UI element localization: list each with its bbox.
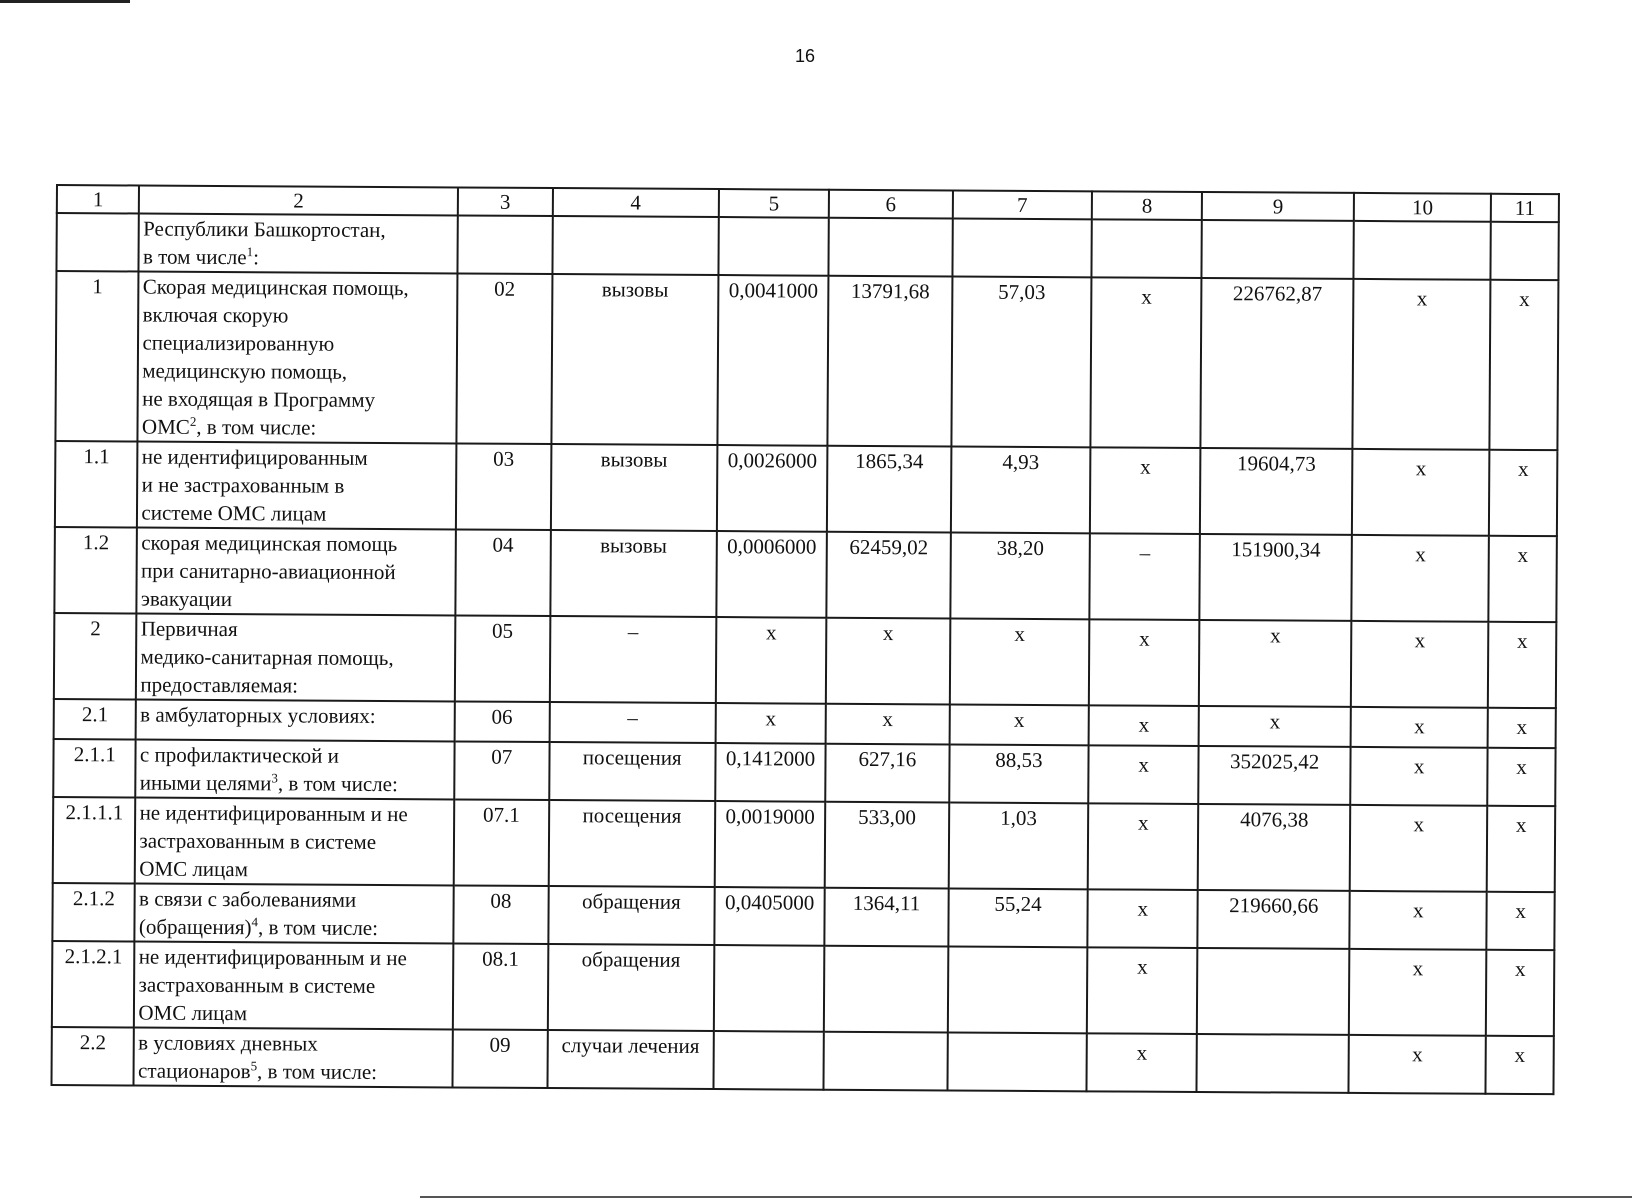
unit-cell: обращения: [548, 886, 714, 945]
col7-cell: 57,03: [951, 276, 1092, 447]
column-header: 5: [719, 189, 830, 218]
col5-cell: [713, 1031, 824, 1090]
table-row: [54, 527, 1556, 622]
col10-cell: x: [1350, 805, 1487, 892]
row-number-cell: 1: [55, 271, 138, 442]
row-name-cell: [136, 614, 455, 702]
row-name-cell: [136, 700, 455, 742]
unit-cell: посещения: [548, 800, 714, 887]
row-code-cell: [457, 215, 552, 274]
col8-cell: x: [1087, 947, 1197, 1034]
row-number-cell: 2.1.1.1: [53, 797, 136, 884]
unit-cell: обращения: [548, 944, 714, 1031]
unit-cell: вызовы: [551, 444, 717, 531]
table-row: [55, 271, 1558, 450]
table-row: [56, 213, 1558, 280]
row-name-text: не идентифицированным и не застрахованным в системе ОМС лицам: [141, 444, 368, 526]
row-name-cell: [137, 442, 456, 530]
row-number-cell: 2: [54, 613, 137, 700]
col7-cell: 38,20: [950, 532, 1090, 619]
col11-cell: x: [1487, 748, 1555, 806]
unit-cell: –: [549, 702, 715, 743]
col10-cell: x: [1351, 747, 1488, 806]
table-row: [52, 883, 1554, 950]
col9-cell: 352025,42: [1198, 746, 1351, 805]
col9-cell: [1201, 220, 1354, 279]
column-header: 11: [1491, 194, 1559, 222]
col5-cell: 0,0019000: [714, 801, 825, 888]
col5-cell: 0,0405000: [714, 887, 825, 946]
row-name-tail: , в том числе:: [196, 414, 317, 440]
unit-cell: –: [550, 616, 716, 703]
col11-cell: x: [1486, 950, 1554, 1036]
row-number-cell: 2.2: [51, 1027, 134, 1086]
row-code-cell: 08.1: [453, 943, 548, 1030]
col5-cell: [718, 217, 829, 276]
row-name-tail: , в том числе:: [257, 915, 379, 940]
row-name-tail: , в том числе:: [277, 771, 398, 797]
row-name-text: в амбулаторных условиях:: [140, 702, 376, 728]
table-row: [55, 441, 1557, 536]
unit-cell: вызовы: [550, 530, 716, 617]
col7-cell: [947, 946, 1087, 1033]
col11-cell: x: [1488, 622, 1556, 708]
table-row: [52, 941, 1554, 1036]
row-number-cell: [56, 213, 139, 272]
row-name-cell: [134, 1027, 453, 1087]
table-row: [53, 797, 1555, 892]
col5-cell: 0,0006000: [716, 531, 827, 618]
row-name-text: не идентифицированным и не застрахованным в системе ОМС лицам: [139, 800, 408, 882]
col6-cell: x: [826, 618, 950, 705]
footnote-mark: 2: [189, 413, 197, 429]
col7-cell: [947, 1032, 1087, 1091]
row-number-cell: 2.1: [54, 699, 137, 740]
row-code-cell: 06: [454, 701, 549, 742]
col9-cell: x: [1199, 620, 1352, 707]
scan-edge-mark: [0, 0, 130, 3]
col11-cell: x: [1487, 806, 1555, 892]
row-number-cell: 2.1.2.1: [52, 941, 135, 1028]
row-name-text: в связи с заболеваниями (обращения): [138, 886, 357, 940]
col6-cell: [829, 218, 953, 277]
col7-cell: 88,53: [949, 744, 1089, 803]
unit-cell: вызовы: [551, 274, 718, 445]
col8-cell: x: [1089, 705, 1199, 746]
col11-cell: [1491, 222, 1559, 280]
row-code-cell: 05: [455, 615, 550, 702]
row-code-cell: 04: [455, 529, 550, 616]
col8-cell: x: [1087, 1033, 1197, 1092]
table-row: [51, 1027, 1553, 1094]
row-name-text: Республики Башкортостан, в том числе: [142, 216, 386, 270]
col9-cell: 151900,34: [1199, 534, 1352, 621]
col7-cell: 4,93: [950, 446, 1090, 533]
col11-cell: x: [1486, 892, 1554, 950]
col8-cell: x: [1090, 447, 1200, 534]
col10-cell: [1354, 221, 1491, 280]
table-body: [51, 213, 1558, 1094]
row-number-cell: 1.1: [55, 441, 138, 528]
row-code-cell: 03: [456, 443, 551, 530]
col11-cell: x: [1489, 450, 1557, 536]
row-name-cell: [135, 797, 454, 885]
col9-cell: [1196, 1034, 1349, 1093]
col9-cell: 19604,73: [1200, 448, 1353, 535]
col8-cell: x: [1089, 745, 1199, 804]
row-name-cell: [136, 739, 455, 799]
page-number: 16: [794, 46, 816, 66]
column-header: 8: [1092, 191, 1202, 220]
col10-cell: x: [1349, 949, 1486, 1036]
footnote-mark: 5: [250, 1058, 258, 1074]
col6-cell: 13791,68: [828, 276, 952, 447]
column-header: 2: [139, 186, 458, 216]
col8-cell: [1092, 219, 1202, 278]
col10-cell: x: [1352, 535, 1489, 622]
col11-cell: x: [1488, 536, 1556, 622]
row-name-tail: , в том числе:: [256, 1059, 378, 1084]
col6-cell: 1865,34: [827, 446, 951, 533]
row-code-cell: 02: [456, 273, 552, 444]
table-container: [50, 184, 1559, 1095]
col7-cell: 1,03: [948, 802, 1088, 889]
col6-cell: x: [826, 704, 949, 745]
col5-cell: 0,1412000: [715, 743, 826, 802]
column-header: 9: [1202, 192, 1355, 221]
row-name-text: скорая медицинская помощь при санитарно-авиационной эвакуации: [140, 530, 398, 612]
col8-cell: x: [1089, 619, 1199, 706]
col9-cell: 4076,38: [1198, 804, 1351, 891]
row-name-text: не идентифицированным и не застрахованным в системе ОМС лицам: [138, 944, 407, 1026]
row-code-cell: 08: [453, 885, 548, 944]
col7-cell: [952, 218, 1092, 277]
col8-cell: x: [1088, 889, 1198, 948]
col6-cell: [824, 1032, 948, 1091]
col5-cell: x: [716, 617, 827, 704]
data-table: [50, 184, 1559, 1095]
col5-cell: 0,0041000: [717, 275, 829, 446]
table-row: [53, 739, 1555, 806]
row-code-cell: 07: [454, 741, 549, 800]
col10-cell: x: [1351, 621, 1488, 708]
column-header: 1: [57, 185, 140, 214]
col8-cell: x: [1091, 277, 1202, 448]
row-code-cell: 07.1: [454, 799, 549, 886]
table-row: [54, 613, 1556, 708]
col8-cell: –: [1090, 533, 1200, 620]
unit-cell: [552, 216, 718, 275]
col11-cell: x: [1488, 708, 1556, 748]
col10-cell: x: [1349, 1035, 1486, 1094]
column-header: 10: [1354, 193, 1491, 222]
footnote-mark: 3: [271, 770, 278, 786]
col5-cell: 0,0026000: [717, 445, 828, 532]
col6-cell: 62459,02: [827, 532, 951, 619]
col10-cell: x: [1351, 707, 1488, 748]
row-name-text: в условиях дневных стационаров: [137, 1030, 318, 1084]
column-header: 3: [458, 187, 553, 216]
row-name-text: Первичная медико-санитарная помощь, предоставляемая:: [140, 616, 394, 698]
col10-cell: x: [1353, 279, 1491, 450]
col5-cell: x: [715, 703, 826, 744]
row-code-cell: 09: [452, 1029, 547, 1088]
col6-cell: 627,16: [826, 744, 950, 803]
column-header: 6: [829, 190, 952, 219]
col10-cell: x: [1350, 891, 1487, 950]
col6-cell: 1364,11: [825, 888, 949, 947]
col9-cell: 219660,66: [1197, 890, 1350, 949]
row-name-cell: [135, 883, 454, 943]
col5-cell: [714, 945, 825, 1032]
row-number-cell: 2.1.2: [52, 883, 135, 942]
unit-cell: посещения: [549, 742, 715, 801]
row-name-text: с профилактической и иными целями: [139, 742, 339, 796]
col11-cell: x: [1486, 1036, 1554, 1094]
column-header: 7: [952, 190, 1092, 219]
row-name-cell: [139, 214, 458, 274]
row-name-cell: [138, 272, 457, 444]
col7-cell: x: [949, 618, 1089, 705]
col11-cell: x: [1489, 280, 1558, 450]
row-name-cell: [137, 528, 456, 616]
row-name-cell: [134, 941, 453, 1029]
col6-cell: 533,00: [825, 802, 949, 889]
col9-cell: 226762,87: [1200, 278, 1353, 449]
footnote-mark: 1: [246, 244, 254, 260]
col10-cell: x: [1352, 449, 1489, 536]
row-name-text: Скорая медицинская помощь, включая скорую специализированную медицинскую помощь, не входящая в Программу ОМС: [141, 274, 409, 439]
col7-cell: x: [949, 704, 1089, 745]
scan-bottom-rule: [420, 1196, 1632, 1198]
col6-cell: [824, 946, 948, 1033]
col7-cell: 55,24: [948, 888, 1088, 947]
col8-cell: x: [1088, 803, 1198, 890]
col9-cell: x: [1199, 706, 1352, 747]
footnote-mark: 4: [251, 914, 259, 930]
col9-cell: [1197, 948, 1350, 1035]
row-name-tail: :: [253, 245, 260, 270]
unit-cell: случаи лечения: [547, 1030, 713, 1089]
row-number-cell: 1.2: [54, 527, 137, 614]
column-header: 4: [553, 188, 719, 217]
row-number-cell: 2.1.1: [53, 739, 136, 798]
